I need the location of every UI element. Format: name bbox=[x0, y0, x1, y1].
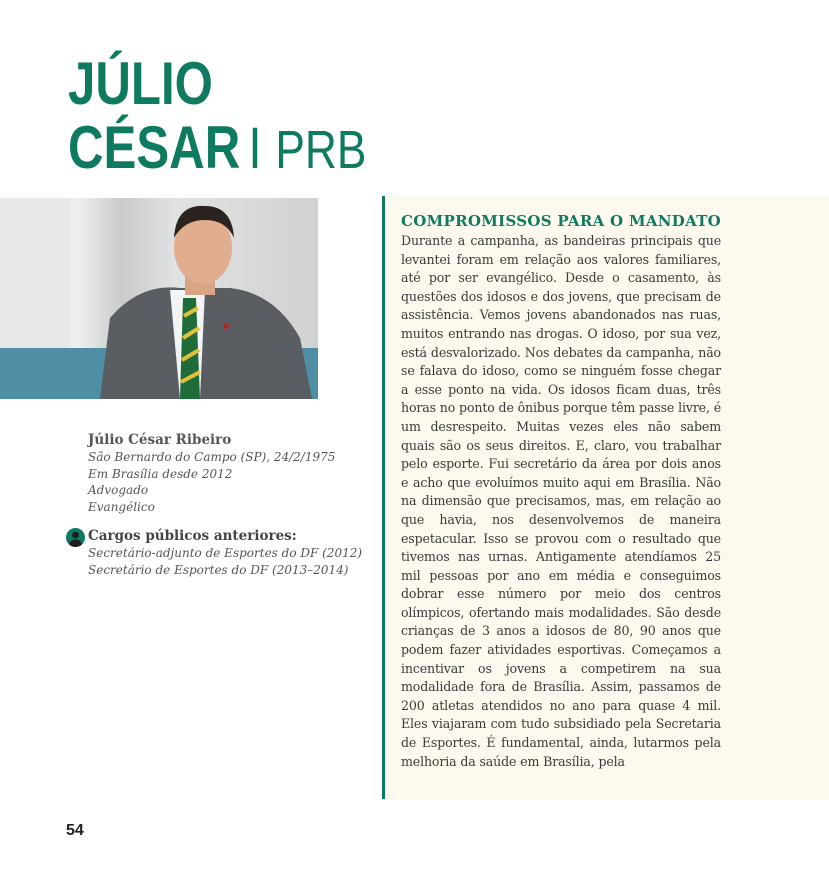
in-brasilia-since: Em Brasília desde 2012 bbox=[88, 466, 233, 481]
position-item: Secretário de Esportes do DF (2013–2014) bbox=[88, 562, 349, 577]
position-item: Secretário-adjunto de Esportes do DF (2012) bbox=[88, 546, 363, 560]
title-surname: CÉSAR bbox=[68, 114, 241, 181]
profile-block bbox=[88, 432, 368, 515]
previous-positions bbox=[66, 528, 366, 578]
suit-jacket bbox=[100, 287, 312, 399]
lapel-pin bbox=[223, 323, 229, 329]
section-title: COMPROMISSOS PARA O MANDATO bbox=[401, 212, 722, 230]
party-label: PRB bbox=[275, 120, 367, 180]
person-icon bbox=[66, 528, 85, 547]
full-name: Júlio César Ribeiro bbox=[88, 432, 232, 448]
title-separator: I bbox=[248, 116, 262, 181]
religion: Evangélico bbox=[88, 499, 155, 514]
vertical-divider bbox=[382, 196, 385, 799]
positions-heading: Cargos públicos anteriores: bbox=[88, 528, 297, 544]
title-line-1: JÚLIO bbox=[68, 50, 213, 117]
page-number: 54 bbox=[66, 822, 84, 839]
page-title bbox=[68, 52, 366, 182]
background-curtain bbox=[0, 198, 70, 348]
portrait-photo bbox=[0, 198, 318, 399]
birthplace: São Bernardo do Campo (SP), 24/2/1975 bbox=[88, 450, 336, 464]
profession: Advogado bbox=[88, 483, 149, 497]
portrait-illustration bbox=[0, 198, 318, 399]
title-line-2 bbox=[68, 116, 366, 182]
section-body: Durante a campanha, as bandeiras principais que levantei foram em relação aos valores familiares, até por ser evangélico. Desde o casamento, às questões dos idosos e dos jovens, que precisam de assistência. Vemos jovens abandonados nas ruas, muitos entrando nas drogas. O idoso, por sua vez, está desvalorizado. Nos debates da campanha, não se falava do idoso, como se ninguém fosse chegar a esse ponto na vida. Os idosos ficam duas, três horas no ponto de ônibus porque têm passe livre, é um desrespeito. Muitas vezes eles não sabem quais são os seus direitos. E, claro, vou trabalhar pelo esporte. Fui secretário da área por dois anos e acho que evoluímos muito aqui em Brasília. Não na dimensão que precisamos, mas, em relação ao que havia, nos desenvolvemos de maneira espetacular. Isso se provou com o resultado que tivemos nas urnas. Antigamente atendíamos 25 mil pessoas por ano em média e conseguimos dobrar esse número por meio dos centros olímpicos, ofertando mais modalidades. São desde crianças de 3 anos a idosos de 80, 90 anos que podem fazer atividades esportivas. Começamos a incentivar os jovens a competirem na sua modalidade fora de Brasília. Assim, passamos de 200 atletas atendidos no ano para quase 4 mil. Eles viajaram com tudo subsidiado pela Secretaria de Esportes. É fundamental, ainda, lutarmos pela melhoria da saúde em Brasília, pela bbox=[401, 233, 721, 769]
